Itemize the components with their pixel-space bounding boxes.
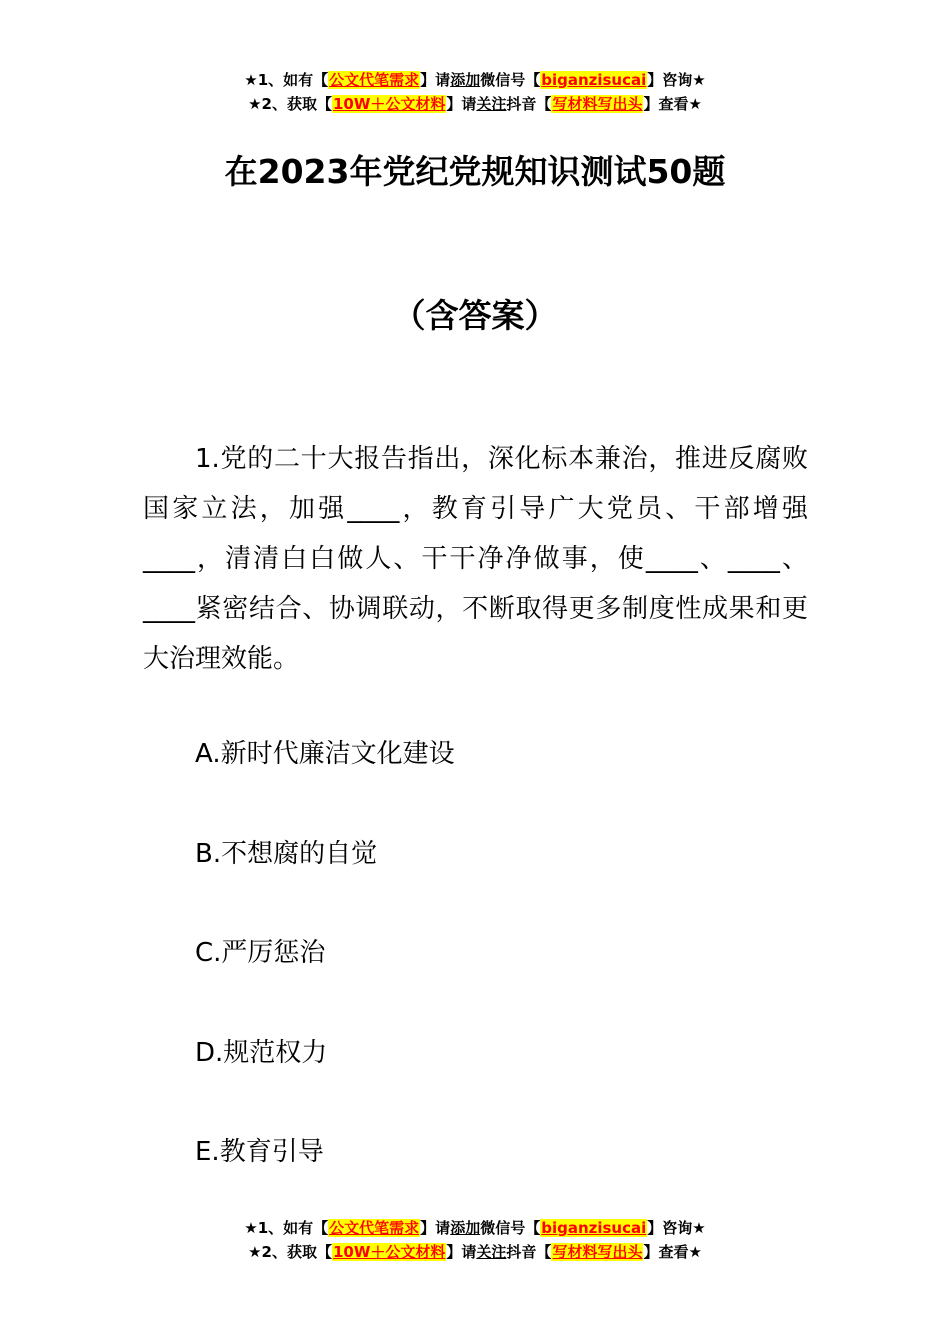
banner-douyin-id: 写材料写出头 <box>552 95 643 113</box>
banner-line-1: ★1、如有【公文代笔需求】请添加微信号【biganzisucai】咨询★ <box>244 1219 706 1237</box>
document-title: 在2023年党纪党规知识测试50题 <box>224 152 726 191</box>
option-a: A.新时代廉洁文化建设 <box>195 739 455 769</box>
banner-highlight: 公文代笔需求 <box>329 1219 420 1237</box>
banner-wechat-id: biganzisucai <box>541 1219 647 1237</box>
banner-line-2: ★2、获取【10W＋公文材料】请关注抖音【写材料写出头】查看★ <box>248 95 702 113</box>
banner-highlight: 10W＋公文材料 <box>332 1243 446 1261</box>
banner-line-1: ★1、如有【公文代笔需求】请添加微信号【biganzisucai】咨询★ <box>244 71 706 89</box>
banner-wechat-id: biganzisucai <box>541 71 647 89</box>
document-subtitle: （含答案） <box>392 296 558 335</box>
option-c: C.严厉惩治 <box>195 938 326 968</box>
footer-banner <box>0 1216 950 1264</box>
banner-line-2: ★2、获取【10W＋公文材料】请关注抖音【写材料写出头】查看★ <box>248 1243 702 1261</box>
banner-douyin-id: 写材料写出头 <box>552 1243 643 1261</box>
banner-highlight: 10W＋公文材料 <box>332 95 446 113</box>
option-e: E.教育引导 <box>195 1137 324 1167</box>
header-banner <box>0 68 950 116</box>
banner-highlight: 公文代笔需求 <box>329 71 420 89</box>
question-1: 1.党的二十大报告指出，深化标本兼治，推进反腐败国家立法，加强____，教育引导广大党员、干部增强____，清清白白做人、干干净净做事，使____、____、____紧密结合、协调联动，不断取得更多制度性成果和更大治理效能。 <box>143 444 808 674</box>
option-b: B.不想腐的自觉 <box>195 839 378 869</box>
option-d: D.规范权力 <box>195 1038 328 1068</box>
